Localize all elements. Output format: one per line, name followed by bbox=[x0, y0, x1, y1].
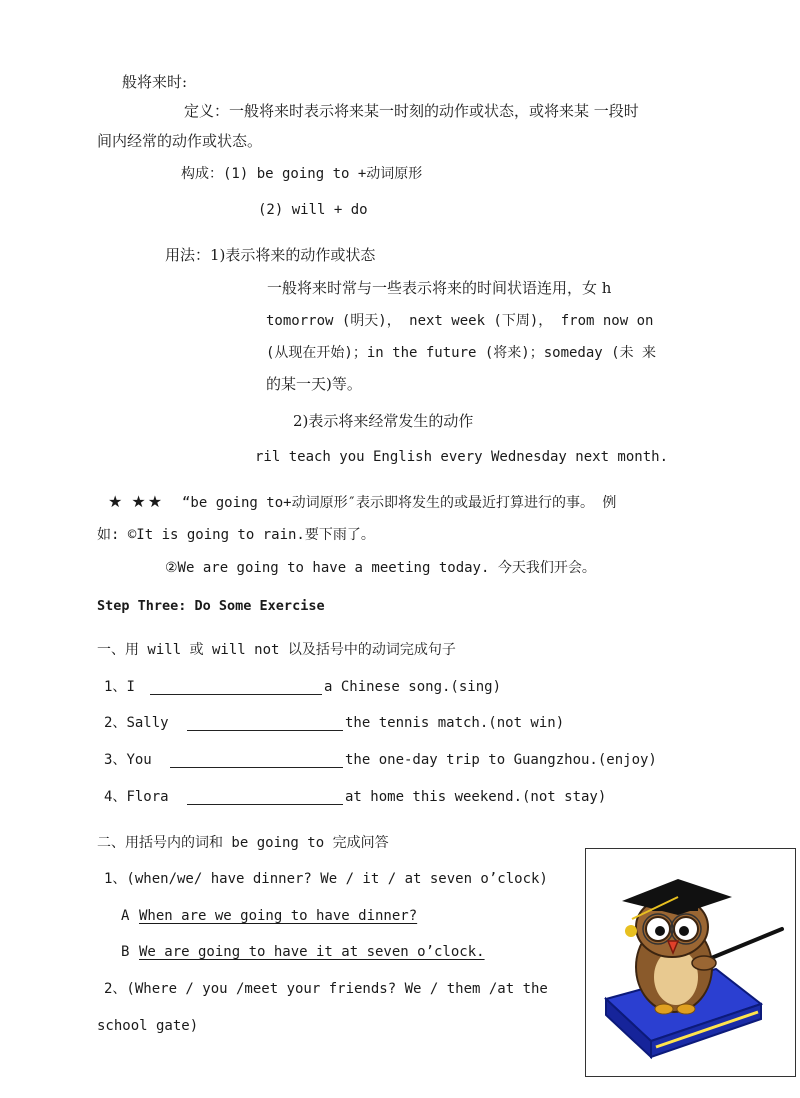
section-heading: 般将来时: bbox=[122, 73, 188, 91]
formation-line-1: 构成：(1) be going to +动词原形 bbox=[181, 166, 423, 182]
star-icons: ★ ★★ bbox=[108, 492, 165, 511]
part1-title: 一、用 will 或 will not 以及括号中的动词完成句子 bbox=[97, 642, 456, 658]
item-number: 3、 bbox=[104, 752, 127, 768]
usage-line-3: tomorrow (明天)， next week (下周)， from now on bbox=[266, 313, 654, 329]
definition-line-1: 定义：一般将来时表示将来某一时刻的动作或状态，或将来某 一段时 bbox=[184, 102, 639, 120]
note-line-1: “be going to+动词原形″表示即将发生的或最近打算进行的事。 例 bbox=[182, 495, 617, 511]
item-number: 4、 bbox=[104, 789, 127, 805]
note-line-3: ②We are going to have a meeting today. 今天我们开会。 bbox=[165, 560, 596, 576]
answer-blank-3[interactable] bbox=[170, 752, 343, 768]
answer-a-text: When are we going to have dinner? bbox=[139, 908, 418, 924]
owl-image-frame bbox=[585, 848, 796, 1077]
exercise-item-1 bbox=[104, 677, 135, 697]
definition-line-2: 间内经常的动作或状态。 bbox=[97, 132, 263, 150]
question-2-line-2: school gate) bbox=[97, 1018, 199, 1034]
answer-b-label: B bbox=[121, 944, 130, 960]
part2-title: 二、用括号内的词和 be going to 完成问答 bbox=[97, 835, 389, 851]
answer-b-text: We are going to have it at seven o’clock. bbox=[139, 944, 485, 960]
note-line-2: 如: ©It is going to rain.要下雨了。 bbox=[97, 527, 375, 543]
item-subject: You bbox=[126, 752, 152, 768]
usage-line-2: 一般将来时常与一些表示将来的时间状语连用，女 h bbox=[267, 279, 612, 297]
answer-blank-1[interactable] bbox=[150, 679, 322, 695]
formation-line-2: (2) will + do bbox=[258, 202, 368, 218]
item-subject: Sally bbox=[126, 715, 169, 731]
usage-line-4: (从现在开始)；in the future (将来)；someday (未 来 bbox=[266, 345, 657, 361]
item-rest-4: at home this weekend.(not stay) bbox=[345, 789, 607, 805]
question-1: 1、(when/we/ have dinner? We / it / at seven o’clock) bbox=[104, 871, 548, 887]
exercise-item-4 bbox=[104, 787, 169, 807]
item-rest-2: the tennis match.(not win) bbox=[345, 715, 565, 731]
usage-line-6: 2)表示将来经常发生的动作 bbox=[293, 412, 474, 430]
exercise-item-2 bbox=[104, 713, 169, 733]
item-subject: Flora bbox=[126, 789, 169, 805]
item-subject: I bbox=[126, 679, 135, 695]
usage-line-5: 的某一天)等。 bbox=[266, 375, 362, 393]
item-number: 2、 bbox=[104, 715, 127, 731]
step-title: Step Three: Do Some Exercise bbox=[97, 598, 325, 614]
answer-blank-2[interactable] bbox=[187, 715, 343, 731]
item-number: 1、 bbox=[104, 679, 127, 695]
answer-a-label: A bbox=[121, 908, 130, 924]
owl-graduate-icon bbox=[586, 849, 795, 1076]
exercise-item-3 bbox=[104, 750, 152, 770]
usage-example: ril teach you English every Wednesday next month. bbox=[255, 449, 669, 465]
answer-blank-4[interactable] bbox=[187, 789, 343, 805]
item-rest-1: a Chinese song.(sing) bbox=[324, 679, 502, 695]
question-2-line-1: 2、(Where / you /meet your friends? We / them /at the bbox=[104, 981, 548, 997]
usage-line-1: 用法：1)表示将来的动作或状态 bbox=[165, 246, 376, 264]
item-rest-3: the one-day trip to Guangzhou.(enjoy) bbox=[345, 752, 657, 768]
